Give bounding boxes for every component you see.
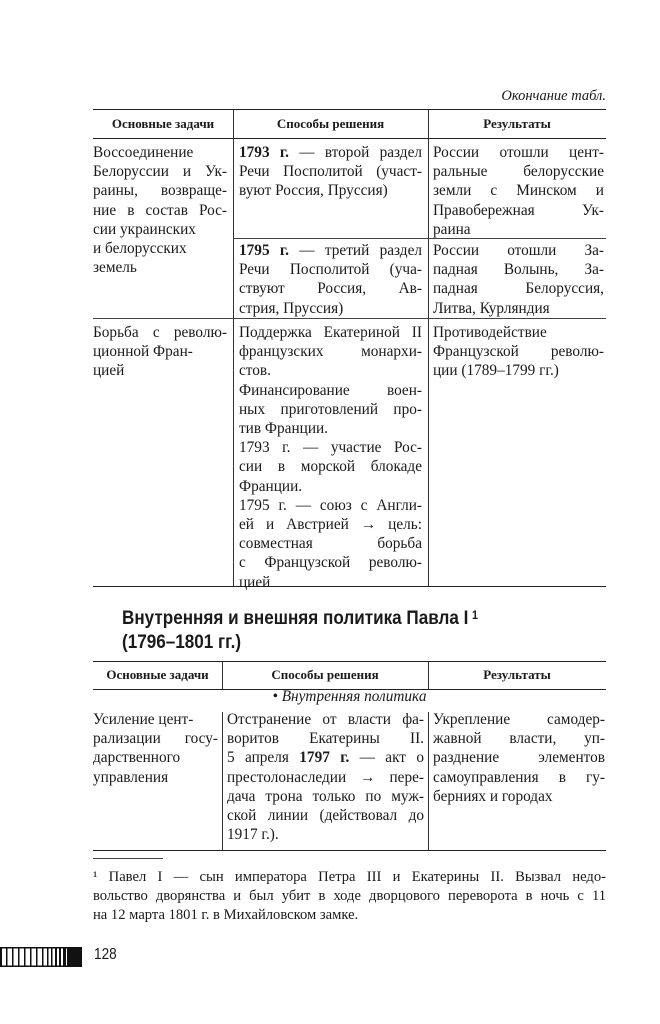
text-line: ской линии (действовал до (227, 807, 424, 825)
text-line: на 12 марта 1801 г. в Михайловском замке. (93, 907, 359, 923)
text-line: жавной власти, уп- (433, 730, 605, 748)
cell-method (239, 241, 422, 318)
text-line: России отошли цент- (433, 144, 604, 161)
text-line: раины, возвраще- (93, 182, 227, 200)
header-methods: Способы решения (276, 116, 385, 131)
text-line: ствуют Россия, Ав- (239, 280, 422, 298)
text-line: 1917 г.). (227, 826, 279, 844)
section-title-line2: (1796–1801 гг.) (122, 632, 242, 653)
footnote-ref: 1 (471, 608, 479, 622)
text-line: рализации госу- (93, 730, 218, 748)
text-line: земли с Минском и (433, 182, 604, 200)
text-line: сии в морской блокаде (239, 458, 422, 476)
header-results: Результаты (483, 116, 551, 131)
text-line: ных приготовлений про- (239, 400, 422, 418)
table-bottom-rule (93, 850, 606, 851)
text-line: 1793 г. — участие Рос- (239, 439, 422, 457)
header-bottom-rule (93, 138, 606, 139)
text-line: Укрепление самодер- (433, 711, 605, 728)
text-line: 1795 г. — союз с Англи- (239, 496, 422, 514)
text-line: России отошли За- (433, 242, 604, 259)
text-line: ¹ Павел I — сын императора Петра III и Екатерины II. Вызвал недо- (93, 869, 606, 885)
text-line: ральные белорусские (433, 163, 604, 181)
text-line: стрия, Пруссия) (239, 299, 344, 317)
text-line (239, 241, 422, 260)
row-rule (93, 318, 606, 319)
header-methods: Способы решения (271, 667, 379, 682)
text-line: французских монархи- (239, 343, 422, 361)
header-tasks: Основные задачи (111, 116, 215, 131)
text-line: Правобережная Ук- (433, 201, 604, 219)
cell-task (93, 710, 218, 787)
text-line: Усиление цент- (93, 711, 194, 728)
cell-result (433, 323, 604, 381)
text-line: самоуправления в гу- (433, 768, 605, 786)
text-segment: — акт о (349, 749, 424, 767)
section-title (122, 607, 478, 655)
table-top-rule (93, 661, 606, 662)
text-line: падная Волынь, За- (433, 261, 604, 279)
text-segment: — второй раздел (288, 144, 422, 161)
cell-method (239, 323, 422, 592)
text-line: Франции. (239, 477, 303, 495)
text-line: воритов Екатерины II. (227, 730, 424, 748)
text-line: ции (1789–1799 гг.) (433, 362, 559, 380)
text-segment: 1795 г. (239, 242, 289, 259)
header-tasks: Основные задачи (106, 667, 209, 682)
text-line: Воссоединение (93, 144, 194, 161)
text-line: Отстранение от власти фа- (227, 711, 424, 728)
text-line: ционной Фран- (93, 343, 193, 361)
text-line: Финансирование воен- (239, 381, 422, 399)
text-line: Противодействие (433, 324, 547, 341)
text-line: берниях и городах (433, 787, 553, 805)
footnote-rule (93, 858, 163, 859)
text-line: Литва, Курляндия (433, 299, 550, 317)
text-line: с Французской револю- (239, 554, 422, 572)
text-segment: — третий раздел (288, 242, 423, 259)
text-line (227, 748, 424, 767)
cell-method (239, 143, 422, 201)
text-segment: 5 апреля (227, 749, 300, 767)
text-line: совместная борьба (239, 535, 422, 553)
text-line: разднение элементов (433, 749, 605, 767)
text-line: стов. (239, 362, 271, 380)
column-divider (222, 712, 223, 850)
cell-task (93, 323, 227, 381)
cell-method (227, 710, 424, 844)
text-segment: 1797 г. (299, 749, 350, 767)
continuation-label: Окончание табл. (501, 88, 606, 104)
text-line: цией (93, 362, 125, 380)
column-divider (428, 110, 429, 586)
text-line: дарственного (93, 749, 181, 767)
text-line: ей и Австрией → цель: (239, 516, 422, 534)
text-line: земель (93, 259, 137, 277)
subheading-internal-policy: • Внутренняя политика (272, 688, 427, 705)
text-line: тив Франции. (239, 420, 329, 438)
text-segment: 1793 г. (239, 144, 289, 161)
table-top-rule (93, 109, 606, 110)
text-line: управления (93, 768, 169, 786)
text-line: Речи Посполитой (участ- (239, 163, 422, 181)
text-line (239, 143, 422, 162)
text-line: вольство дворянства и был убит в ходе дворцового переворота в ночь с 11 (93, 888, 606, 904)
section-title-line1: Внутренняя и внешняя политика Павла I (122, 608, 469, 629)
text-line: цией (239, 573, 271, 591)
text-line: падная Белоруссия, (433, 280, 604, 298)
cell-task (93, 143, 227, 277)
text-line: сии украинских (93, 220, 196, 238)
text-line: и белорусских (93, 240, 187, 258)
cell-result (433, 143, 604, 239)
text-line: Речи Посполитой (уча- (239, 261, 422, 279)
cell-result (433, 241, 604, 318)
column-divider (233, 110, 234, 586)
text-line: Борьба с револю- (93, 324, 227, 341)
text-line: Поддержка Екатериной II (239, 324, 422, 341)
text-line: вуют Россия, Пруссия) (239, 182, 388, 200)
text-line: престолонаследии → пере- (227, 768, 424, 786)
header-results: Результаты (483, 667, 551, 682)
footnote (93, 868, 606, 925)
column-divider (428, 712, 429, 850)
page-edge-marker-icon (0, 947, 82, 967)
text-line: ние в состав Рос- (93, 201, 227, 219)
text-line: Французской револю- (433, 343, 604, 361)
page-number: 128 (94, 946, 117, 963)
text-line: раина (433, 220, 471, 238)
text-line: дача трона только по муж- (227, 787, 424, 805)
text-line: Белоруссии и Ук- (93, 163, 227, 181)
cell-result (433, 710, 605, 806)
